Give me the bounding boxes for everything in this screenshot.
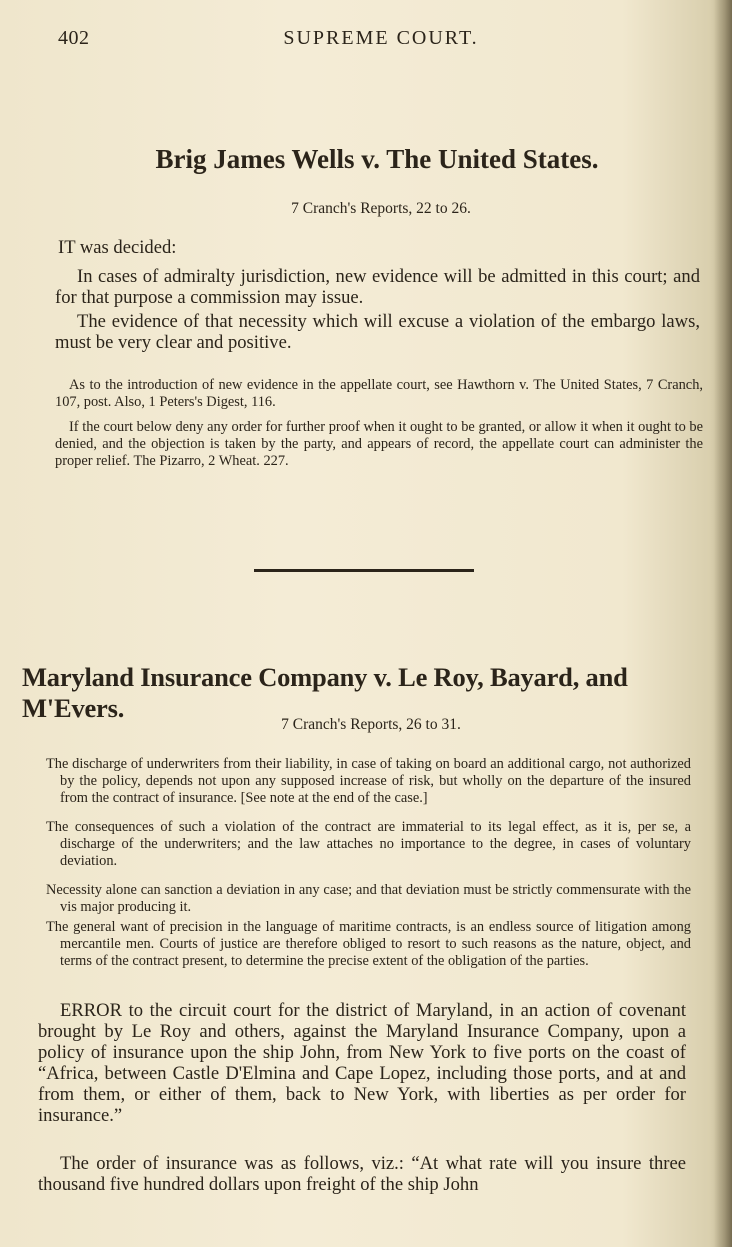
- page-number: 402: [58, 27, 90, 49]
- case2-headnote-3: [46, 882, 691, 916]
- running-title: SUPREME COURT.: [283, 27, 479, 49]
- case2-paragraph-1: ERROR to the circuit court for the district of Maryland, in an action of covenant brought by Le Roy and others, against the Maryland Insurance Company, upon a policy of insurance upon the ship John, from New York to five ports on the coast of “Africa, between Castle D'Elmina and Cape Lopez, including those ports, and at and from them, or either of them, back to New York, with liberties as per order for insurance.”: [38, 1000, 686, 1126]
- case2-headnote-1: [46, 756, 691, 807]
- headnote-text: The consequences of such a violation of the contract are immaterial to its legal effect, as it is, per se, a discharge of the underwriters; and the law attaches no importance to the degree, in cases of voluntary deviation.: [46, 819, 691, 869]
- case1-decided: IT was decided:: [58, 237, 177, 258]
- case2-title: Maryland Insurance Company v. Le Roy, Bayard, and M'Evers.: [22, 662, 628, 723]
- case2-headnote-4: [46, 919, 691, 970]
- case2-paragraph-2: The order of insurance was as follows, viz.: “At what rate will you insure three thousand five hundred dollars upon freight of the ship John: [38, 1153, 686, 1195]
- case1-holding-1: In cases of admiralty jurisdiction, new evidence will be admitted in this court; and for that purpose a commission may issue.: [55, 266, 700, 308]
- headnote-text: The discharge of underwriters from their liability, in case of taking on board an additional cargo, not authorized by the policy, depends not upon any supposed increase of risk, but wholly on the departure of the insured from the contract of insurance. [See note at the end of the case.]: [46, 756, 691, 806]
- section-divider: [254, 569, 474, 572]
- case1-note-2: If the court below deny any order for further proof when it ought to be granted, or allow it when it ought to be denied, and the objection is taken by the party, and appears of record, the appellate court can administer the proper relief. The Pizarro, 2 Wheat. 227.: [55, 419, 703, 469]
- case1-title: Brig James Wells v. The United States.: [155, 144, 599, 174]
- case1-citation: 7 Cranch's Reports, 22 to 26.: [291, 200, 471, 217]
- page-edge-shadow: [714, 0, 732, 1247]
- headnote-text: Necessity alone can sanction a deviation in any case; and that deviation must be strictly commensurate with the vis major producing it.: [46, 882, 691, 915]
- case1-holding-2: The evidence of that necessity which will excuse a violation of the embargo laws, must be very clear and positive.: [55, 311, 700, 353]
- case2-headnote-2: [46, 819, 691, 870]
- headnote-text: The general want of precision in the language of maritime contracts, is an endless source of litigation among mercantile men. Courts of justice are therefore obliged to resort to such reasons as the nature, object, and terms of the contract present, to determine the precise extent of the obligation of the parties.: [46, 919, 691, 969]
- case2-citation: 7 Cranch's Reports, 26 to 31.: [281, 716, 461, 733]
- case1-note-1: As to the introduction of new evidence in the appellate court, see Hawthorn v. The United States, 7 Cranch, 107, post. Also, 1 Peters's Digest, 116.: [55, 377, 703, 410]
